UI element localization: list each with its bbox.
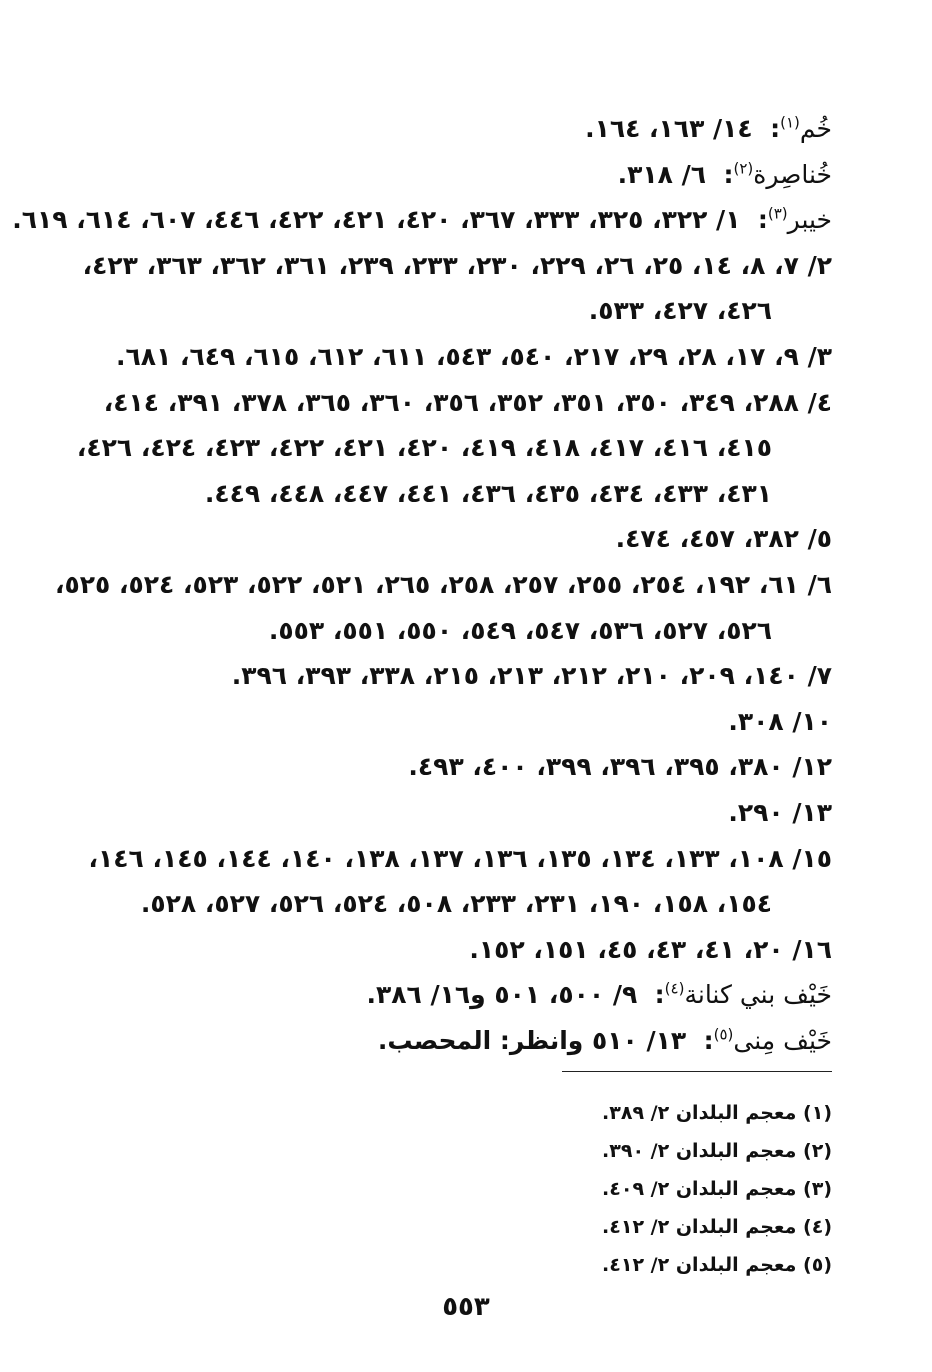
index-entries [12, 106, 832, 1063]
footnote-reference: (٤) [664, 979, 685, 998]
footnote: (٥) معجم البلدان ٢/ ٤١٢. [602, 1254, 832, 1276]
index-continuation-line [90, 744, 832, 790]
entry-references: ٦/ ٣١٨. [617, 159, 707, 189]
index-continuation-line [90, 516, 832, 562]
footnote: (٤) معجم البلدان ٢/ ٤١٢. [602, 1216, 832, 1238]
entry-references: ١٥/ ١٠٨، ١٣٣، ١٣٤، ١٣٥، ١٣٦، ١٣٧، ١٣٨، ١٤٠، ١٤٤، ١٤٥، ١٤٦، [88, 843, 832, 873]
index-entry [90, 1018, 832, 1064]
index-continuation-line [90, 699, 832, 745]
footnote-divider [562, 1071, 832, 1072]
entry-separator: : [757, 205, 768, 235]
footnote-reference: (٢) [733, 159, 754, 178]
footnote: (١) معجم البلدان ٢/ ٣٨٩. [602, 1102, 832, 1124]
footnote-reference: (١) [780, 113, 800, 132]
entry-references: ٦/ ٦١، ١٩٢، ٢٥٤، ٢٥٥، ٢٥٧، ٢٥٨، ٢٦٥، ٥٢١، ٥٢٢، ٥٢٣، ٥٢٤، ٥٢٥، [55, 569, 832, 599]
index-entry [90, 972, 832, 1018]
entry-references: ٥/ ٣٨٢، ٤٥٧، ٤٧٤. [615, 524, 832, 554]
index-continuation-line [90, 608, 832, 654]
entry-headword: خَيْف مِنى [733, 1025, 832, 1055]
index-continuation-line [90, 881, 832, 927]
entry-references: ١٠/ ٣٠٨. [728, 706, 832, 736]
entry-separator: : [703, 1025, 714, 1055]
index-entry [90, 152, 832, 198]
entry-references: ٢/ ٧، ٨، ١٤، ٢٥، ٢٦، ٢٢٩، ٢٣٠، ٢٣٣، ٢٣٩، ٣٦١، ٣٦٢، ٣٦٣، ٤٢٣، [82, 250, 832, 280]
entry-headword: خَيْف بني كنانة [684, 980, 832, 1010]
footnotes [602, 1094, 832, 1284]
index-continuation-line [90, 471, 832, 517]
index-continuation-line [90, 380, 832, 426]
entry-references: ٧/ ١٤٠، ٢٠٩، ٢١٠، ٢١٢، ٢١٣، ٢١٥، ٣٣٨، ٣٩٣، ٣٩٦. [231, 661, 832, 691]
index-continuation-line [90, 334, 832, 380]
index-continuation-line [90, 288, 832, 334]
entry-references: ٤٢٦، ٤٢٧، ٥٣٣. [588, 296, 772, 326]
index-continuation-line [90, 790, 832, 836]
index-continuation-line [76, 425, 832, 471]
entry-separator: : [654, 980, 665, 1010]
entry-separator: : [723, 159, 734, 189]
entry-references: ١٥٤، ١٥٨، ١٩٠، ٢٣١، ٢٣٣، ٥٠٨، ٥٢٤، ٥٢٦، ٥٢٧، ٥٢٨. [140, 889, 772, 919]
index-continuation-line [55, 562, 832, 608]
footnote: (٣) معجم البلدان ٢/ ٤٠٩. [602, 1178, 832, 1200]
entry-separator: : [770, 114, 781, 143]
entry-references: ١/ ٣٢٢، ٣٢٥، ٣٣٣، ٣٦٧، ٤٢٠، ٤٢١، ٤٢٢، ٤٤٦، ٦٠٧، ٦١٤، ٦١٩. [12, 205, 741, 235]
entry-references: ٣/ ٩، ١٧، ٢٨، ٢٩، ٢١٧، ٥٤٠، ٥٤٣، ٦١١، ٦١٢، ٦١٥، ٦٤٩، ٦٨١. [116, 341, 832, 371]
entry-headword: خُناصِرة [753, 159, 832, 189]
entry-references: ٤١٥، ٤١٦، ٤١٧، ٤١٨، ٤١٩، ٤٢٠، ٤٢١، ٤٢٢، ٤٢٣، ٤٢٤، ٤٢٦، [76, 433, 772, 463]
page-number: ٥٥٣ [442, 1292, 490, 1322]
index-entry [90, 106, 832, 152]
footnote-reference: (٥) [713, 1025, 734, 1044]
entry-references: ١٢/ ٣٨٠، ٣٩٥، ٣٩٦، ٣٩٩، ٤٠٠، ٤٩٣. [408, 752, 832, 782]
entry-references: ١٣/ ٥١٠ وانظر: المحصب. [377, 1025, 687, 1055]
index-continuation-line [82, 243, 832, 289]
index-continuation-line [90, 836, 832, 882]
footnote-reference: (٣) [767, 204, 788, 223]
entry-headword: خيبر [787, 205, 832, 235]
footnote: (٢) معجم البلدان ٢/ ٣٩٠. [602, 1140, 832, 1162]
entry-references: ٩/ ٥٠٠، ٥٠١ و١٦/ ٣٨٦. [366, 980, 638, 1010]
index-entry [12, 197, 832, 243]
entry-references: ١٦/ ٢٠، ٤١، ٤٣، ٤٥، ١٥١، ١٥٢. [469, 934, 832, 964]
entry-references: ٤٣١، ٤٣٣، ٤٣٤، ٤٣٥، ٤٣٦، ٤٤١، ٤٤٧، ٤٤٨، ٤٤٩. [204, 478, 772, 508]
index-continuation-line [90, 927, 832, 973]
entry-headword: خُم [799, 114, 832, 143]
entry-references: ٥٢٦، ٥٢٧، ٥٣٦، ٥٤٧، ٥٤٩، ٥٥٠، ٥٥١، ٥٥٣. [268, 615, 772, 645]
entry-references: ١٣/ ٢٩٠. [728, 797, 832, 827]
index-continuation-line [90, 653, 832, 699]
entry-references: ٤/ ٢٨٨، ٣٤٩، ٣٥٠، ٣٥١، ٣٥٢، ٣٥٦، ٣٦٠، ٣٦٥، ٣٧٨، ٣٩١، ٤١٤، [103, 387, 832, 417]
entry-references: ١٤/ ١٦٣، ١٦٤. [585, 114, 753, 143]
